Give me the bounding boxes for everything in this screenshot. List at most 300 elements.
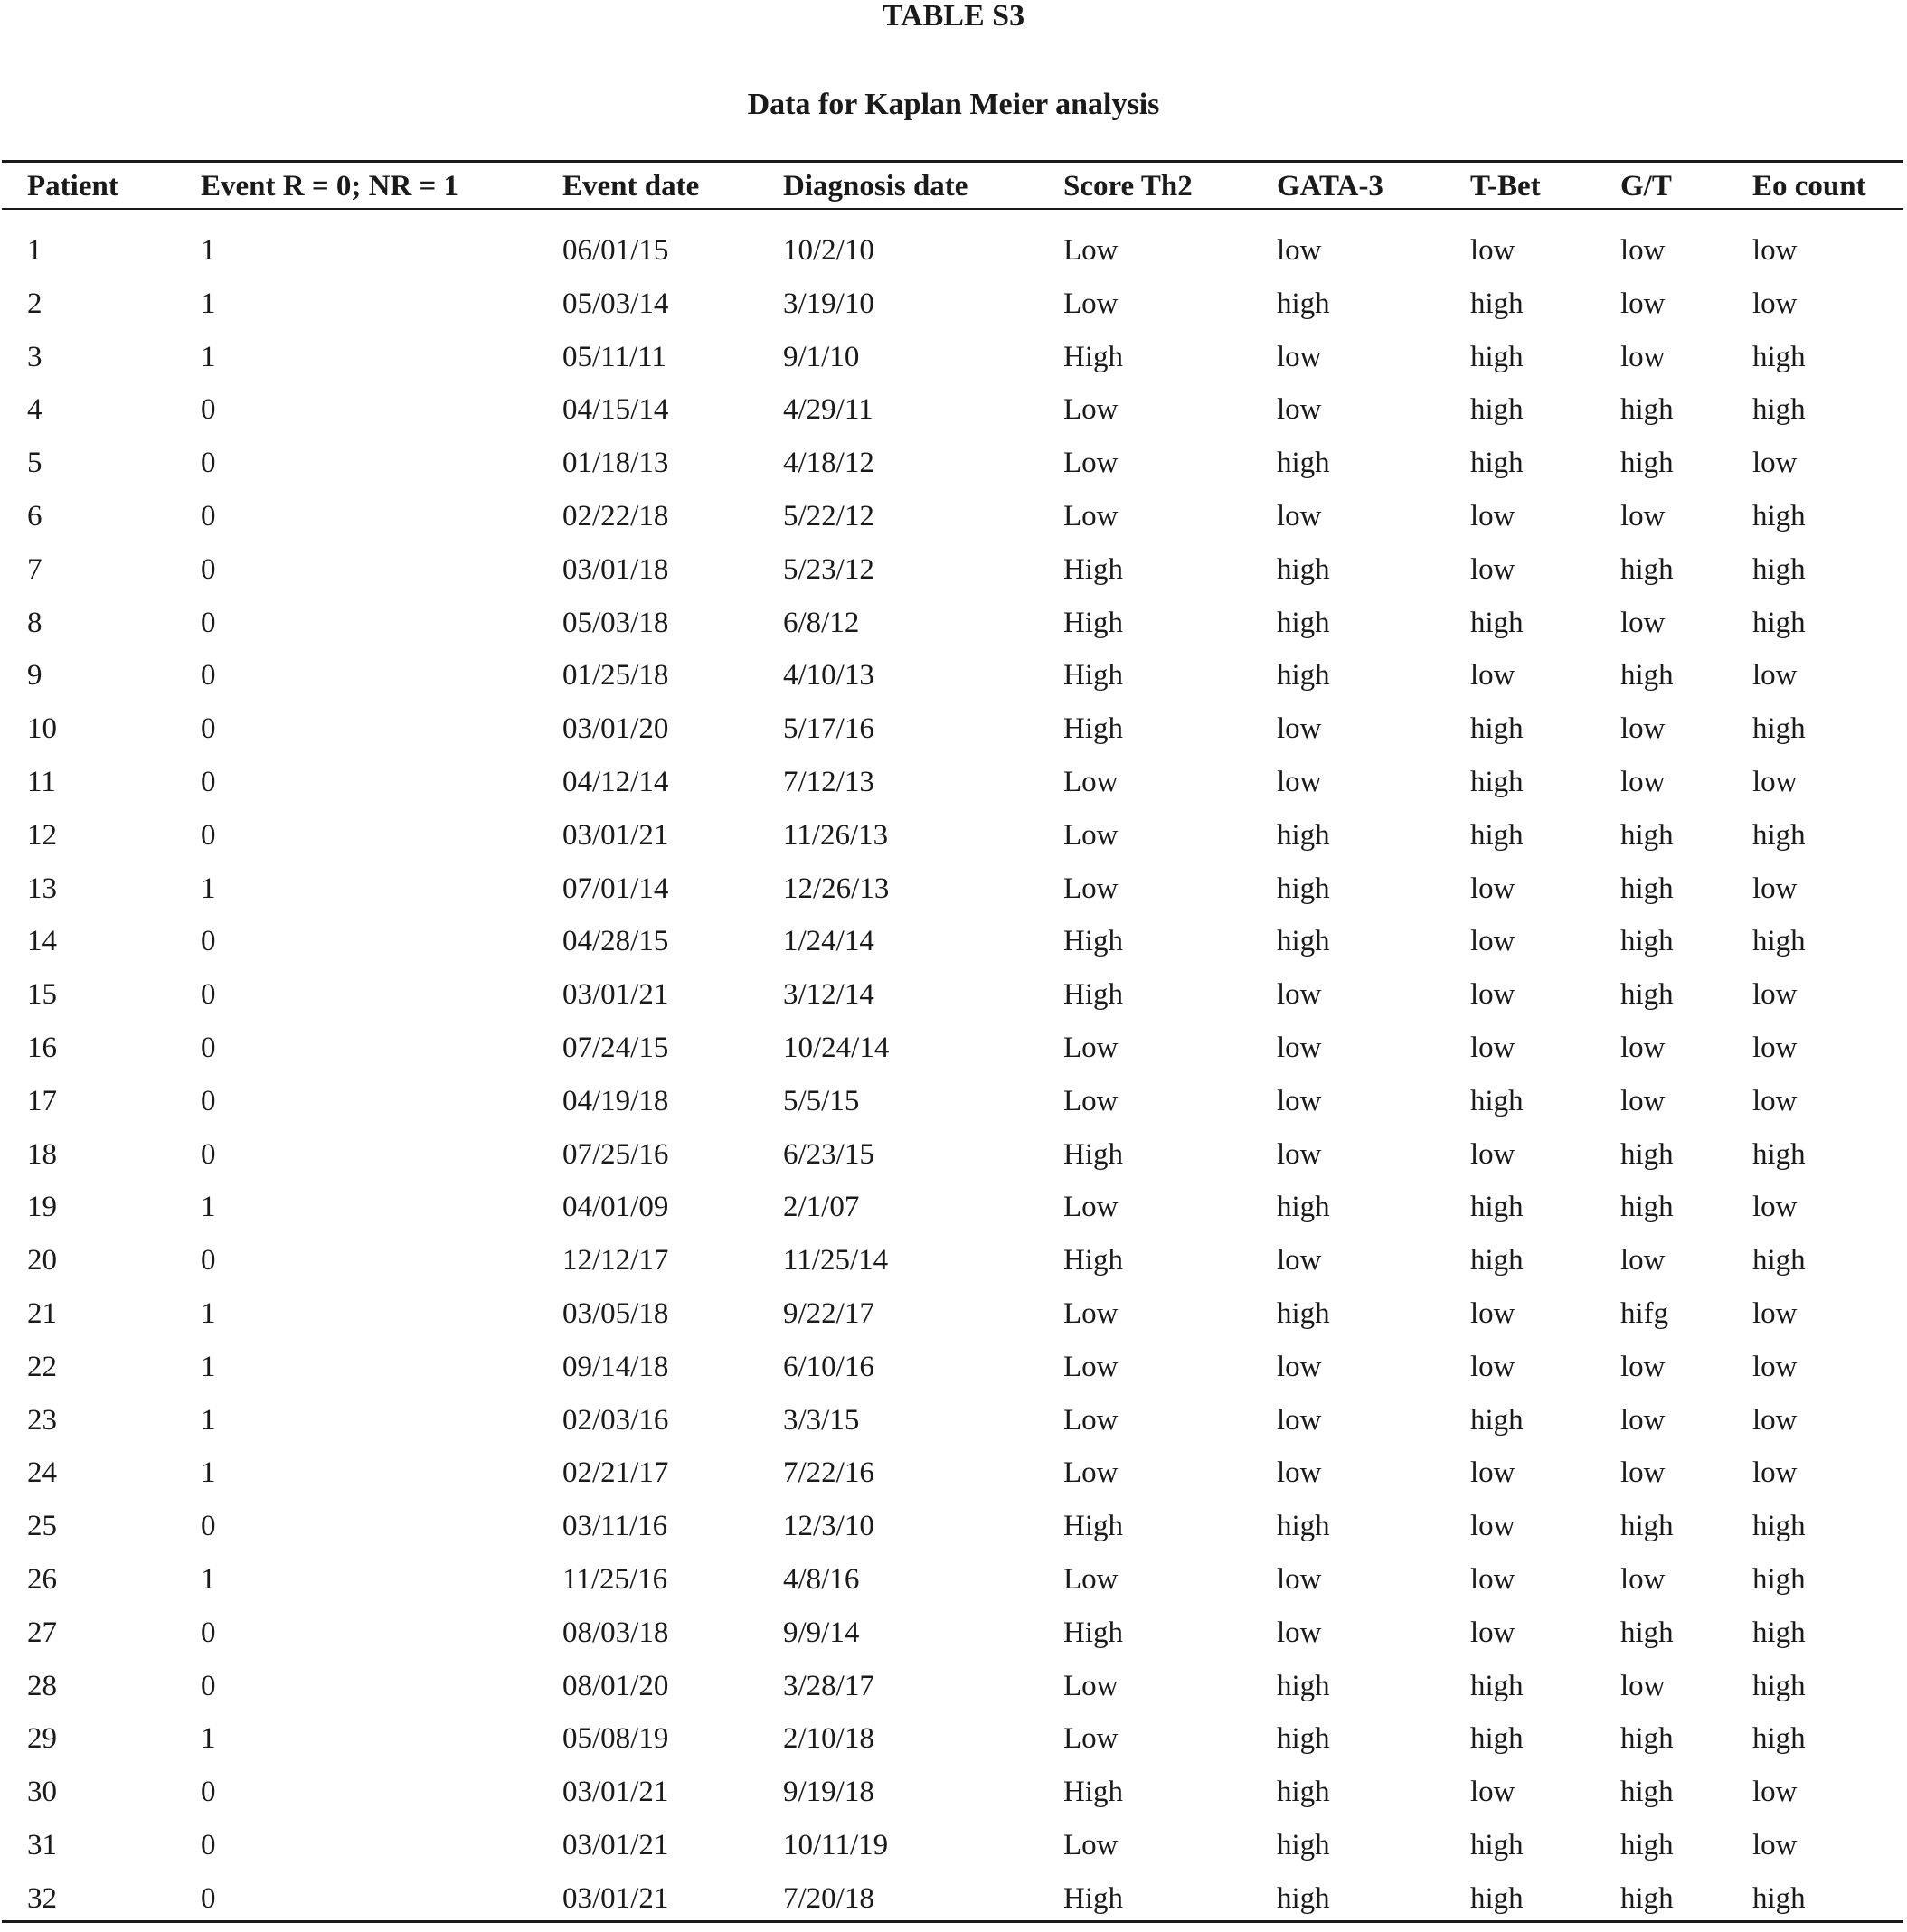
cell-patient: 24	[27, 1456, 57, 1490]
cell-score-th2: Low	[1063, 447, 1119, 480]
cell-event-date: 03/11/16	[562, 1510, 668, 1543]
table-row	[0, 231, 1907, 284]
cell-diagnosis-date: 3/3/15	[783, 1403, 860, 1437]
cell-gata3: high	[1277, 606, 1330, 639]
cell-event: 0	[201, 1137, 216, 1171]
cell-tbet: low	[1470, 1137, 1515, 1171]
cell-gata3: low	[1277, 1350, 1322, 1383]
cell-patient: 22	[27, 1350, 57, 1383]
cell-event-date: 02/21/17	[562, 1456, 669, 1490]
cell-event: 1	[201, 1456, 216, 1490]
cell-event-date: 03/01/20	[562, 712, 669, 746]
cell-event: 1	[201, 234, 216, 267]
cell-event-date: 03/01/21	[562, 818, 669, 852]
cell-tbet: low	[1470, 1616, 1515, 1649]
cell-event-date: 09/14/18	[562, 1350, 669, 1383]
header-eo-count: Eo count	[1752, 170, 1866, 203]
cell-patient: 27	[27, 1616, 57, 1649]
cell-event-date: 03/01/21	[562, 1881, 669, 1915]
cell-event: 0	[201, 606, 216, 639]
cell-event: 1	[201, 1350, 216, 1383]
cell-patient: 29	[27, 1722, 57, 1756]
cell-gt-ratio: high	[1620, 1776, 1674, 1809]
cell-diagnosis-date: 11/25/14	[783, 1244, 889, 1277]
header-event-date: Event date	[562, 170, 700, 203]
cell-patient: 1	[27, 234, 42, 267]
cell-patient: 5	[27, 447, 42, 480]
cell-gt-ratio: low	[1620, 1562, 1666, 1596]
cell-gata3: low	[1277, 234, 1322, 267]
cell-diagnosis-date: 6/8/12	[783, 606, 860, 639]
cell-eo-count: high	[1752, 1562, 1806, 1596]
cell-patient: 4	[27, 393, 42, 427]
cell-tbet: high	[1470, 1828, 1524, 1861]
header-gt-ratio: G/T	[1620, 170, 1672, 203]
cell-event: 1	[201, 1296, 216, 1330]
cell-patient: 11	[27, 765, 56, 798]
cell-gt-ratio: high	[1620, 659, 1674, 693]
cell-score-th2: Low	[1063, 1084, 1119, 1117]
cell-diagnosis-date: 1/24/14	[783, 925, 874, 958]
cell-tbet: high	[1470, 393, 1524, 427]
cell-patient: 26	[27, 1562, 57, 1596]
cell-event: 0	[201, 765, 216, 798]
cell-eo-count: low	[1752, 978, 1798, 1012]
cell-tbet: low	[1470, 1776, 1515, 1809]
cell-tbet: low	[1470, 1510, 1515, 1543]
cell-patient: 28	[27, 1669, 57, 1702]
table-row	[0, 655, 1907, 709]
table-row	[0, 1613, 1907, 1666]
cell-tbet: low	[1470, 234, 1515, 267]
cell-event-date: 12/12/17	[562, 1244, 669, 1277]
cell-event: 0	[201, 1669, 216, 1702]
cell-tbet: high	[1470, 340, 1524, 373]
table-row	[0, 1028, 1907, 1081]
table-row	[0, 1560, 1907, 1613]
cell-event: 0	[201, 712, 216, 746]
table-row	[0, 1187, 1907, 1240]
table-row	[0, 1772, 1907, 1825]
cell-score-th2: High	[1063, 925, 1123, 958]
cell-gt-ratio: low	[1620, 765, 1666, 798]
cell-diagnosis-date: 4/18/12	[783, 447, 874, 480]
cell-event-date: 04/15/14	[562, 393, 669, 427]
cell-tbet: low	[1470, 925, 1515, 958]
cell-score-th2: Low	[1063, 818, 1119, 852]
cell-tbet: low	[1470, 1031, 1515, 1064]
table-row	[0, 1240, 1907, 1294]
table-row	[0, 1666, 1907, 1720]
cell-event: 0	[201, 659, 216, 693]
cell-event-date: 04/19/18	[562, 1084, 669, 1117]
table-row	[0, 550, 1907, 603]
cell-patient: 16	[27, 1031, 57, 1064]
cell-tbet: low	[1470, 1562, 1515, 1596]
cell-score-th2: High	[1063, 712, 1123, 746]
cell-patient: 17	[27, 1084, 57, 1117]
cell-eo-count: low	[1752, 659, 1798, 693]
cell-patient: 21	[27, 1296, 57, 1330]
cell-tbet: high	[1470, 1084, 1524, 1117]
table-row	[0, 869, 1907, 922]
cell-event-date: 05/11/11	[562, 340, 666, 373]
cell-gata3: low	[1277, 1031, 1322, 1064]
cell-score-th2: High	[1063, 606, 1123, 639]
cell-gt-ratio: low	[1620, 1084, 1666, 1117]
cell-tbet: low	[1470, 872, 1515, 905]
cell-event: 1	[201, 872, 216, 905]
cell-tbet: low	[1470, 659, 1515, 693]
cell-eo-count: low	[1752, 1084, 1798, 1117]
cell-score-th2: High	[1063, 552, 1123, 586]
cell-score-th2: High	[1063, 1244, 1123, 1277]
cell-patient: 6	[27, 499, 42, 532]
cell-gata3: low	[1277, 712, 1322, 746]
cell-score-th2: High	[1063, 1881, 1123, 1915]
cell-diagnosis-date: 3/12/14	[783, 978, 874, 1012]
cell-diagnosis-date: 5/5/15	[783, 1084, 860, 1117]
table-row	[0, 443, 1907, 496]
cell-event: 0	[201, 1510, 216, 1543]
cell-event: 0	[201, 978, 216, 1012]
cell-event-date: 04/28/15	[562, 925, 669, 958]
cell-event-date: 05/03/14	[562, 287, 669, 320]
cell-diagnosis-date: 5/17/16	[783, 712, 874, 746]
cell-gata3: high	[1277, 552, 1330, 586]
cell-patient: 18	[27, 1137, 57, 1171]
cell-gata3: high	[1277, 1510, 1330, 1543]
cell-diagnosis-date: 12/3/10	[783, 1510, 874, 1543]
cell-gata3: high	[1277, 1776, 1330, 1809]
cell-eo-count: low	[1752, 1456, 1798, 1490]
cell-event: 0	[201, 447, 216, 480]
cell-eo-count: low	[1752, 287, 1798, 320]
cell-eo-count: high	[1752, 1722, 1806, 1756]
header-event: Event R = 0; NR = 1	[201, 170, 459, 203]
cell-eo-count: high	[1752, 1137, 1806, 1171]
cell-eo-count: high	[1752, 712, 1806, 746]
cell-diagnosis-date: 7/22/16	[783, 1456, 874, 1490]
table-row	[0, 762, 1907, 815]
cell-gata3: high	[1277, 659, 1330, 693]
header-diagnosis-date: Diagnosis date	[783, 170, 968, 203]
cell-eo-count: high	[1752, 340, 1806, 373]
table-row	[0, 815, 1907, 869]
cell-diagnosis-date: 4/10/13	[783, 659, 874, 693]
cell-event-date: 03/01/21	[562, 978, 669, 1012]
cell-score-th2: Low	[1063, 1828, 1119, 1861]
cell-event-date: 07/24/15	[562, 1031, 669, 1064]
cell-event: 0	[201, 393, 216, 427]
cell-event-date: 11/25/16	[562, 1562, 668, 1596]
cell-event-date: 03/01/18	[562, 552, 669, 586]
cell-diagnosis-date: 12/26/13	[783, 872, 890, 905]
cell-eo-count: high	[1752, 1669, 1806, 1702]
table-row	[0, 709, 1907, 762]
cell-diagnosis-date: 10/24/14	[783, 1031, 890, 1064]
cell-event-date: 07/25/16	[562, 1137, 669, 1171]
cell-event: 0	[201, 1616, 216, 1649]
cell-tbet: low	[1470, 552, 1515, 586]
table-header-rule	[2, 208, 1903, 210]
cell-score-th2: High	[1063, 1616, 1123, 1649]
cell-score-th2: Low	[1063, 234, 1119, 267]
cell-diagnosis-date: 9/9/14	[783, 1616, 860, 1649]
cell-diagnosis-date: 7/20/18	[783, 1881, 874, 1915]
table-row	[0, 1400, 1907, 1454]
cell-eo-count: high	[1752, 393, 1806, 427]
cell-event: 0	[201, 1244, 216, 1277]
cell-event-date: 04/12/14	[562, 765, 669, 798]
cell-score-th2: Low	[1063, 1669, 1119, 1702]
cell-score-th2: Low	[1063, 1191, 1119, 1224]
cell-gata3: high	[1277, 287, 1330, 320]
cell-tbet: low	[1470, 978, 1515, 1012]
cell-event: 1	[201, 1191, 216, 1224]
cell-eo-count: high	[1752, 1510, 1806, 1543]
cell-score-th2: High	[1063, 1776, 1123, 1809]
table-label: TABLE S3	[882, 0, 1025, 33]
cell-event-date: 01/25/18	[562, 659, 669, 693]
cell-gata3: low	[1277, 1456, 1322, 1490]
cell-patient: 13	[27, 872, 57, 905]
cell-diagnosis-date: 9/19/18	[783, 1776, 874, 1809]
cell-score-th2: Low	[1063, 1031, 1119, 1064]
cell-patient: 10	[27, 712, 57, 746]
cell-gt-ratio: low	[1620, 234, 1666, 267]
cell-score-th2: High	[1063, 659, 1123, 693]
cell-gt-ratio: high	[1620, 1616, 1674, 1649]
table-row	[0, 1081, 1907, 1135]
cell-patient: 8	[27, 606, 42, 639]
cell-event: 1	[201, 1722, 216, 1756]
cell-eo-count: high	[1752, 552, 1806, 586]
table-row	[0, 975, 1907, 1028]
cell-eo-count: high	[1752, 1616, 1806, 1649]
cell-tbet: low	[1470, 499, 1515, 532]
cell-tbet: high	[1470, 1669, 1524, 1702]
cell-tbet: high	[1470, 1881, 1524, 1915]
cell-gata3: high	[1277, 447, 1330, 480]
cell-diagnosis-date: 11/26/13	[783, 818, 889, 852]
cell-event-date: 01/18/13	[562, 447, 669, 480]
cell-event-date: 06/01/15	[562, 234, 669, 267]
cell-event: 0	[201, 1881, 216, 1915]
header-tbet: T-Bet	[1470, 170, 1541, 203]
cell-score-th2: Low	[1063, 1350, 1119, 1383]
cell-gt-ratio: high	[1620, 1722, 1674, 1756]
cell-gt-ratio: high	[1620, 393, 1674, 427]
cell-event: 0	[201, 818, 216, 852]
cell-event-date: 08/03/18	[562, 1616, 669, 1649]
cell-gt-ratio: low	[1620, 1456, 1666, 1490]
cell-gata3: low	[1277, 978, 1322, 1012]
cell-diagnosis-date: 3/19/10	[783, 287, 874, 320]
cell-gata3: low	[1277, 1403, 1322, 1437]
cell-eo-count: low	[1752, 447, 1798, 480]
cell-diagnosis-date: 5/22/12	[783, 499, 874, 532]
cell-eo-count: high	[1752, 925, 1806, 958]
cell-gata3: low	[1277, 1137, 1322, 1171]
table-row	[0, 1879, 1907, 1932]
cell-tbet: low	[1470, 1296, 1515, 1330]
cell-gt-ratio: high	[1620, 1828, 1674, 1861]
table-title: Data for Kaplan Meier analysis	[747, 88, 1160, 121]
cell-tbet: low	[1470, 1456, 1515, 1490]
cell-gata3: low	[1277, 393, 1322, 427]
cell-gt-ratio: low	[1620, 712, 1666, 746]
cell-eo-count: low	[1752, 1191, 1798, 1224]
cell-eo-count: high	[1752, 606, 1806, 639]
cell-event: 1	[201, 287, 216, 320]
cell-eo-count: high	[1752, 818, 1806, 852]
cell-diagnosis-date: 10/11/19	[783, 1828, 889, 1861]
table-row	[0, 1719, 1907, 1772]
cell-event-date: 03/05/18	[562, 1296, 669, 1330]
cell-gt-ratio: high	[1620, 1191, 1674, 1224]
cell-score-th2: High	[1063, 1137, 1123, 1171]
cell-eo-count: low	[1752, 1828, 1798, 1861]
header-score-th2: Score Th2	[1063, 170, 1193, 203]
cell-diagnosis-date: 5/23/12	[783, 552, 874, 586]
cell-diagnosis-date: 4/29/11	[783, 393, 873, 427]
cell-score-th2: Low	[1063, 287, 1119, 320]
cell-event: 0	[201, 1776, 216, 1809]
cell-patient: 32	[27, 1881, 57, 1915]
cell-gata3: high	[1277, 872, 1330, 905]
table-row	[0, 496, 1907, 550]
cell-gt-ratio: low	[1620, 340, 1666, 373]
cell-event-date: 03/01/21	[562, 1828, 669, 1861]
cell-diagnosis-date: 6/23/15	[783, 1137, 874, 1171]
cell-patient: 9	[27, 659, 42, 693]
cell-patient: 3	[27, 340, 42, 373]
cell-event: 1	[201, 1562, 216, 1596]
cell-tbet: high	[1470, 1722, 1524, 1756]
cell-score-th2: High	[1063, 978, 1123, 1012]
cell-diagnosis-date: 4/8/16	[783, 1562, 860, 1596]
cell-diagnosis-date: 9/22/17	[783, 1296, 874, 1330]
cell-patient: 12	[27, 818, 57, 852]
cell-event: 1	[201, 340, 216, 373]
cell-tbet: high	[1470, 712, 1524, 746]
cell-gt-ratio: high	[1620, 925, 1674, 958]
cell-eo-count: low	[1752, 1403, 1798, 1437]
cell-score-th2: Low	[1063, 499, 1119, 532]
table-body	[0, 231, 1907, 1932]
cell-patient: 19	[27, 1191, 57, 1224]
cell-event: 0	[201, 1031, 216, 1064]
cell-gata3: high	[1277, 1828, 1330, 1861]
cell-diagnosis-date: 9/1/10	[783, 340, 860, 373]
cell-gt-ratio: low	[1620, 1244, 1666, 1277]
table-row	[0, 337, 1907, 391]
cell-gata3: high	[1277, 1881, 1330, 1915]
cell-score-th2: Low	[1063, 1562, 1119, 1596]
table-row	[0, 921, 1907, 975]
cell-patient: 20	[27, 1244, 57, 1277]
table-row	[0, 1506, 1907, 1560]
table-bottom-rule	[2, 1920, 1903, 1923]
cell-gata3: low	[1277, 499, 1322, 532]
cell-diagnosis-date: 2/1/07	[783, 1191, 860, 1224]
cell-event: 0	[201, 1084, 216, 1117]
cell-gt-ratio: low	[1620, 287, 1666, 320]
cell-patient: 23	[27, 1403, 57, 1437]
cell-eo-count: low	[1752, 1350, 1798, 1383]
cell-score-th2: High	[1063, 340, 1123, 373]
cell-diagnosis-date: 2/10/18	[783, 1722, 874, 1756]
cell-event: 0	[201, 499, 216, 532]
cell-diagnosis-date: 6/10/16	[783, 1350, 874, 1383]
cell-score-th2: Low	[1063, 393, 1119, 427]
cell-gt-ratio: hifg	[1620, 1296, 1669, 1330]
cell-patient: 2	[27, 287, 42, 320]
table-row	[0, 1825, 1907, 1879]
cell-gt-ratio: high	[1620, 978, 1674, 1012]
cell-event-date: 05/08/19	[562, 1722, 669, 1756]
cell-tbet: high	[1470, 1191, 1524, 1224]
cell-gt-ratio: high	[1620, 1881, 1674, 1915]
cell-gt-ratio: high	[1620, 1510, 1674, 1543]
cell-eo-count: low	[1752, 1296, 1798, 1330]
cell-tbet: high	[1470, 606, 1524, 639]
cell-gt-ratio: high	[1620, 447, 1674, 480]
cell-score-th2: Low	[1063, 1403, 1119, 1437]
cell-event: 0	[201, 1828, 216, 1861]
cell-eo-count: low	[1752, 872, 1798, 905]
table-row	[0, 1135, 1907, 1188]
cell-gata3: high	[1277, 818, 1330, 852]
cell-eo-count: low	[1752, 765, 1798, 798]
cell-gt-ratio: high	[1620, 818, 1674, 852]
cell-diagnosis-date: 3/28/17	[783, 1669, 874, 1702]
cell-gata3: high	[1277, 925, 1330, 958]
cell-gata3: low	[1277, 1244, 1322, 1277]
table-row	[0, 603, 1907, 656]
cell-patient: 30	[27, 1776, 57, 1809]
cell-eo-count: low	[1752, 1031, 1798, 1064]
cell-eo-count: low	[1752, 1776, 1798, 1809]
cell-patient: 25	[27, 1510, 57, 1543]
cell-gata3: low	[1277, 765, 1322, 798]
cell-diagnosis-date: 10/2/10	[783, 234, 874, 267]
cell-gata3: low	[1277, 1616, 1322, 1649]
cell-gt-ratio: low	[1620, 1350, 1666, 1383]
cell-gt-ratio: low	[1620, 606, 1666, 639]
cell-gata3: low	[1277, 1562, 1322, 1596]
cell-gt-ratio: low	[1620, 499, 1666, 532]
cell-patient: 31	[27, 1828, 57, 1861]
cell-gt-ratio: low	[1620, 1669, 1666, 1702]
cell-gata3: high	[1277, 1669, 1330, 1702]
cell-eo-count: high	[1752, 499, 1806, 532]
cell-event-date: 03/01/21	[562, 1776, 669, 1809]
cell-event-date: 02/22/18	[562, 499, 669, 532]
cell-event: 1	[201, 1403, 216, 1437]
table-row	[0, 1347, 1907, 1400]
cell-eo-count: high	[1752, 1881, 1806, 1915]
cell-gata3: high	[1277, 1296, 1330, 1330]
cell-gt-ratio: high	[1620, 552, 1674, 586]
table-row	[0, 1453, 1907, 1506]
cell-tbet: low	[1470, 1350, 1515, 1383]
cell-gata3: low	[1277, 340, 1322, 373]
cell-score-th2: Low	[1063, 1296, 1119, 1330]
cell-tbet: high	[1470, 818, 1524, 852]
cell-event-date: 08/01/20	[562, 1669, 669, 1702]
